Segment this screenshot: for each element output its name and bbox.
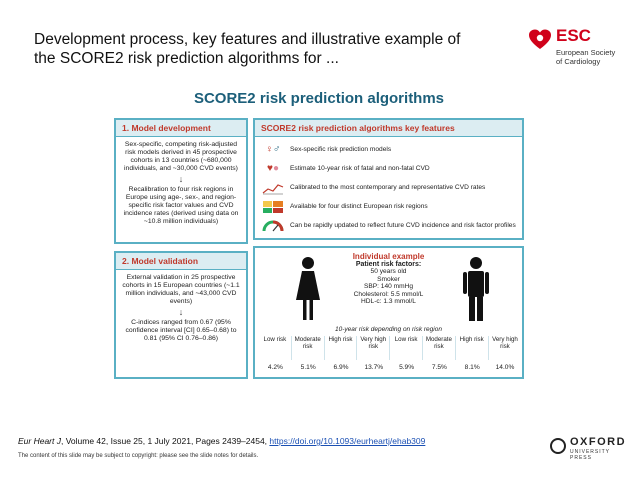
heart-icon bbox=[528, 28, 552, 52]
key-feature-label: Calibrated to the most contemporary and representative CVD rates bbox=[290, 183, 486, 191]
risk-factor: Smoker bbox=[377, 275, 400, 283]
risk-factor: 50 years old bbox=[370, 268, 407, 275]
key-feature-item bbox=[261, 178, 516, 197]
individual-example-panel bbox=[253, 246, 524, 379]
male-figure-icon bbox=[461, 256, 491, 322]
slide-title: Development process, key features and illustrative example of the SCORE2 risk prediction algorithms for ... bbox=[34, 31, 461, 67]
oxford-emblem-icon bbox=[550, 438, 566, 454]
risk-factor: SBP: 140 mmHg bbox=[363, 283, 414, 291]
risk-region: Moderate risk bbox=[292, 336, 325, 360]
model-development-heading: 1. Model development bbox=[116, 120, 246, 137]
esc-subtitle-line2: of Cardiology bbox=[556, 57, 601, 66]
female-figure-icon bbox=[293, 256, 323, 322]
citation bbox=[18, 436, 425, 446]
risk-value: 8.1% bbox=[464, 364, 480, 371]
risk-region-row bbox=[259, 336, 522, 360]
model-development-text2: Recalibration to four risk regions in Europe using age-, sex-, and region-specific risk factor values and CVD incidence rates (derived using data on ~10.8 million individuals) bbox=[123, 186, 239, 225]
esc-logo bbox=[528, 26, 628, 70]
key-feature-label: Available for four distinct European risk regions bbox=[290, 202, 428, 210]
score2-figure bbox=[104, 90, 534, 384]
doi-link[interactable]: https://doi.org/10.1093/eurheartj/ehab309 bbox=[269, 436, 426, 446]
key-features-panel bbox=[253, 118, 524, 240]
key-feature-label: Can be rapidly updated to reflect future CVD incidence and risk factor profiles bbox=[290, 221, 516, 229]
risk-value: 7.5% bbox=[431, 364, 447, 371]
gauge-icon bbox=[261, 219, 285, 233]
key-feature-label: Estimate 10-year risk of fatal and non-fatal CVD bbox=[290, 164, 430, 172]
risk-value-row bbox=[259, 364, 522, 371]
model-validation-heading: 2. Model validation bbox=[116, 253, 246, 270]
risk-region: Low risk bbox=[259, 336, 292, 360]
key-feature-item bbox=[261, 197, 516, 216]
figure-title: SCORE2 risk prediction algorithms bbox=[193, 90, 445, 107]
risk-region-label: 10-year risk depending on risk region bbox=[335, 326, 442, 333]
citation-journal: Eur Heart J bbox=[18, 436, 61, 446]
esc-name: ESC bbox=[556, 26, 591, 45]
esc-subtitle-line1: European Society bbox=[556, 48, 616, 57]
key-features-heading: SCORE2 risk prediction algorithms key features bbox=[255, 120, 522, 137]
line-graph-icon bbox=[261, 181, 285, 195]
key-feature-item bbox=[261, 159, 516, 178]
oxford-sub: UNIVERSITY PRESS bbox=[570, 449, 610, 461]
model-validation-panel bbox=[114, 251, 248, 379]
risk-value: 4.2% bbox=[267, 364, 283, 371]
oxford-name: OXFORD bbox=[570, 436, 627, 448]
risk-value: 14.0% bbox=[495, 364, 515, 371]
risk-value: 13.7% bbox=[364, 364, 384, 371]
risk-value: 5.9% bbox=[399, 364, 415, 371]
model-validation-text2: C-indices ranged from 0.67 (95% confidence interval [CI] 0.65–0.68) to 0.81 (95% CI 0.76–0.86) bbox=[125, 319, 237, 342]
key-features-list bbox=[255, 137, 522, 238]
key-feature-label: Sex-specific risk prediction models bbox=[290, 145, 392, 153]
europe-map-icon bbox=[261, 200, 285, 214]
copyright-notice: The content of this slide may be subject to copyright: please see the slide notes for details. bbox=[18, 453, 259, 459]
risk-region: Very high risk bbox=[357, 336, 390, 360]
heart-brain-icon: ♥ ● bbox=[267, 162, 279, 174]
patient-risk-factors-label: Patient risk factors: bbox=[355, 261, 422, 268]
risk-value: 6.9% bbox=[333, 364, 349, 371]
sex-symbols-icon: ♀ ♂ bbox=[265, 143, 281, 155]
down-arrow-icon: ↓ bbox=[178, 174, 184, 184]
risk-factor: HDL-c: 1.3 mmol/L bbox=[361, 298, 416, 306]
risk-region: Low risk bbox=[390, 336, 423, 360]
down-arrow-icon: ↓ bbox=[178, 307, 184, 317]
individual-example-heading: Individual example bbox=[352, 252, 425, 261]
risk-region: Very high risk bbox=[492, 336, 518, 350]
risk-region: High risk bbox=[325, 336, 358, 360]
model-validation-text1: External validation in 25 prospective cohorts in 15 European countries (~1.1 million individuals, and ~43,000 CVD events) bbox=[122, 274, 240, 305]
risk-region: Moderate risk bbox=[423, 336, 456, 360]
citation-details: , Volume 42, Issue 25, 1 July 2021, Pages 2439–2454, bbox=[61, 436, 270, 446]
risk-factor: Cholesterol: 5.5 mmol/L bbox=[353, 290, 424, 298]
key-feature-item bbox=[261, 216, 516, 235]
risk-value: 5.1% bbox=[300, 364, 316, 371]
esc-subtitle bbox=[556, 48, 615, 66]
model-development-panel bbox=[114, 118, 248, 244]
key-feature-item bbox=[261, 140, 516, 159]
oxford-logo bbox=[550, 436, 630, 460]
model-development-text1: Sex-specific, competing risk-adjusted risk models derived in 45 prospective cohorts in 13 countries (~680,000 individuals, and ~30,000 CVD events) bbox=[124, 141, 238, 172]
risk-region: High risk bbox=[456, 336, 489, 360]
